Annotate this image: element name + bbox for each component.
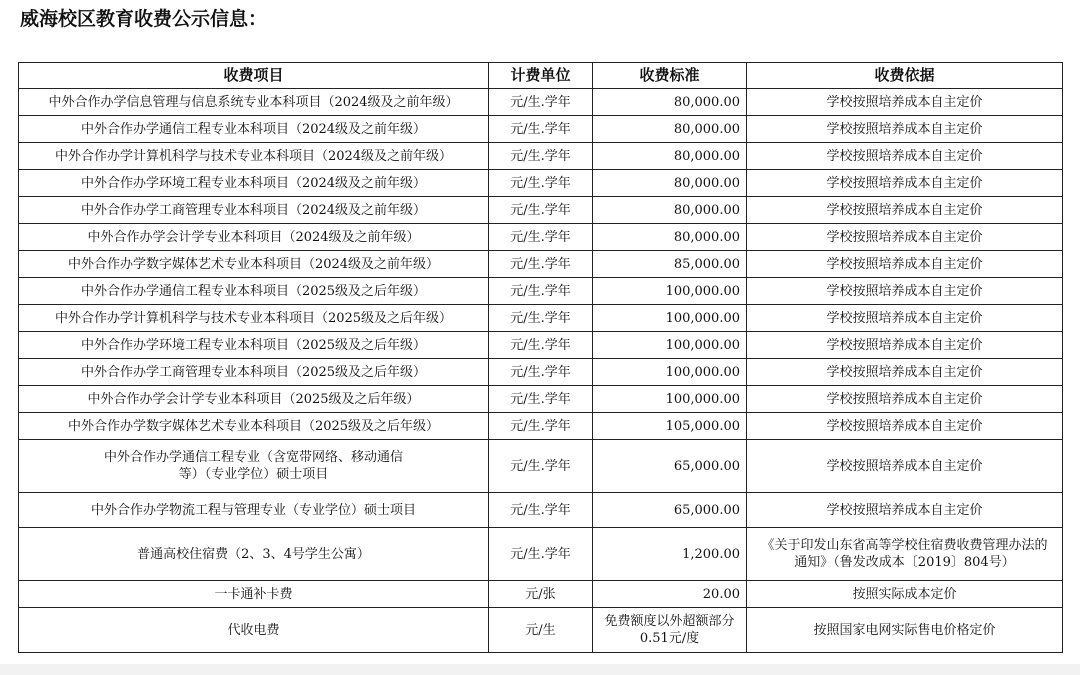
basis-cell: 学校按照培养成本自主定价: [747, 413, 1063, 440]
basis-cell: 按照国家电网实际售电价格定价: [747, 608, 1063, 653]
basis-cell: 学校按照培养成本自主定价: [747, 143, 1063, 170]
fee-item-cell: 中外合作办学物流工程与管理专业（专业学位）硕士项目: [19, 493, 489, 528]
standard-cell: 100,000.00: [593, 278, 747, 305]
unit-cell: 元/生.学年: [489, 251, 593, 278]
standard-cell: 免费额度以外超额部分0.51元/度: [593, 608, 747, 653]
basis-cell: 学校按照培养成本自主定价: [747, 493, 1063, 528]
table-row: [19, 332, 1063, 359]
table-row: [19, 413, 1063, 440]
unit-cell: 元/生.学年: [489, 305, 593, 332]
standard-cell: 20.00: [593, 581, 747, 608]
basis-cell: 学校按照培养成本自主定价: [747, 116, 1063, 143]
basis-cell: 学校按照培养成本自主定价: [747, 224, 1063, 251]
standard-cell: 80,000.00: [593, 170, 747, 197]
basis-cell: 按照实际成本定价: [747, 581, 1063, 608]
basis-cell: 学校按照培养成本自主定价: [747, 359, 1063, 386]
table-row: [19, 581, 1063, 608]
fee-table: [18, 62, 1063, 653]
fee-item-cell: 中外合作办学通信工程专业（含宽带网络、移动通信等）（专业学位）硕士项目: [19, 440, 489, 493]
unit-cell: 元/生.学年: [489, 170, 593, 197]
basis-cell: 学校按照培养成本自主定价: [747, 170, 1063, 197]
basis-cell: 学校按照培养成本自主定价: [747, 332, 1063, 359]
fee-item-cell: 中外合作办学环境工程专业本科项目（2024级及之前年级）: [19, 170, 489, 197]
unit-cell: 元/生.学年: [489, 224, 593, 251]
fee-item-cell: 中外合作办学通信工程专业本科项目（2024级及之前年级）: [19, 116, 489, 143]
basis-cell: 学校按照培养成本自主定价: [747, 440, 1063, 493]
table-row: [19, 493, 1063, 528]
standard-cell: 80,000.00: [593, 116, 747, 143]
standard-cell: 80,000.00: [593, 197, 747, 224]
fee-item-cell: 中外合作办学会计学专业本科项目（2025级及之后年级）: [19, 386, 489, 413]
unit-cell: 元/生.学年: [489, 528, 593, 581]
basis-cell: 学校按照培养成本自主定价: [747, 197, 1063, 224]
standard-cell: 85,000.00: [593, 251, 747, 278]
table-row: [19, 608, 1063, 653]
table-row: [19, 143, 1063, 170]
table-row: [19, 251, 1063, 278]
basis-cell: 学校按照培养成本自主定价: [747, 89, 1063, 116]
standard-cell: 1,200.00: [593, 528, 747, 581]
standard-cell: 100,000.00: [593, 332, 747, 359]
fee-item-cell: 中外合作办学通信工程专业本科项目（2025级及之后年级）: [19, 278, 489, 305]
fee-item-cell: 一卡通补卡费: [19, 581, 489, 608]
standard-cell: 65,000.00: [593, 493, 747, 528]
header-unit: 计费单位: [489, 63, 593, 89]
header-standard: 收费标准: [593, 63, 747, 89]
unit-cell: 元/张: [489, 581, 593, 608]
standard-cell: 105,000.00: [593, 413, 747, 440]
fee-item-cell: 中外合作办学数字媒体艺术专业本科项目（2025级及之后年级）: [19, 413, 489, 440]
fee-item-cell: 普通高校住宿费（2、3、4号学生公寓）: [19, 528, 489, 581]
table-row: [19, 224, 1063, 251]
table-row: [19, 528, 1063, 581]
table-row: [19, 89, 1063, 116]
unit-cell: 元/生.学年: [489, 332, 593, 359]
fee-item-cell: 中外合作办学计算机科学与技术专业本科项目（2024级及之前年级）: [19, 143, 489, 170]
page-title: 威海校区教育收费公示信息：: [20, 8, 268, 30]
table-row: [19, 278, 1063, 305]
basis-cell: 《关于印发山东省高等学校住宿费收费管理办法的通知》（鲁发改成本〔2019〕804号）: [747, 528, 1063, 581]
fee-item-cell: 中外合作办学计算机科学与技术专业本科项目（2025级及之后年级）: [19, 305, 489, 332]
table-row: [19, 116, 1063, 143]
standard-cell: 100,000.00: [593, 359, 747, 386]
fee-item-cell: 中外合作办学工商管理专业本科项目（2024级及之前年级）: [19, 197, 489, 224]
unit-cell: 元/生.学年: [489, 116, 593, 143]
header-basis: 收费依据: [747, 63, 1063, 89]
standard-cell: 80,000.00: [593, 224, 747, 251]
standard-cell: 80,000.00: [593, 89, 747, 116]
basis-cell: 学校按照培养成本自主定价: [747, 251, 1063, 278]
fee-item-cell: 中外合作办学数字媒体艺术专业本科项目（2024级及之前年级）: [19, 251, 489, 278]
unit-cell: 元/生.学年: [489, 197, 593, 224]
table-header-row: [19, 63, 1063, 89]
table-row: [19, 440, 1063, 493]
basis-cell: 学校按照培养成本自主定价: [747, 386, 1063, 413]
fee-item-cell: 代收电费: [19, 608, 489, 653]
unit-cell: 元/生.学年: [489, 89, 593, 116]
unit-cell: 元/生.学年: [489, 386, 593, 413]
fee-item-cell: 中外合作办学信息管理与信息系统专业本科项目（2024级及之前年级）: [19, 89, 489, 116]
unit-cell: 元/生.学年: [489, 278, 593, 305]
table-row: [19, 359, 1063, 386]
fee-item-cell: 中外合作办学环境工程专业本科项目（2025级及之后年级）: [19, 332, 489, 359]
table-row: [19, 305, 1063, 332]
page-bottom-edge: [0, 664, 1080, 675]
table-row: [19, 386, 1063, 413]
basis-cell: 学校按照培养成本自主定价: [747, 278, 1063, 305]
fee-item-cell: 中外合作办学工商管理专业本科项目（2025级及之后年级）: [19, 359, 489, 386]
table-row: [19, 197, 1063, 224]
unit-cell: 元/生: [489, 608, 593, 653]
unit-cell: 元/生.学年: [489, 493, 593, 528]
basis-cell: 学校按照培养成本自主定价: [747, 305, 1063, 332]
fee-item-cell: 中外合作办学会计学专业本科项目（2024级及之前年级）: [19, 224, 489, 251]
standard-cell: 80,000.00: [593, 143, 747, 170]
standard-cell: 100,000.00: [593, 305, 747, 332]
unit-cell: 元/生.学年: [489, 413, 593, 440]
table-row: [19, 170, 1063, 197]
header-item: 收费项目: [19, 63, 489, 89]
unit-cell: 元/生.学年: [489, 359, 593, 386]
unit-cell: 元/生.学年: [489, 440, 593, 493]
standard-cell: 65,000.00: [593, 440, 747, 493]
standard-cell: 100,000.00: [593, 386, 747, 413]
unit-cell: 元/生.学年: [489, 143, 593, 170]
